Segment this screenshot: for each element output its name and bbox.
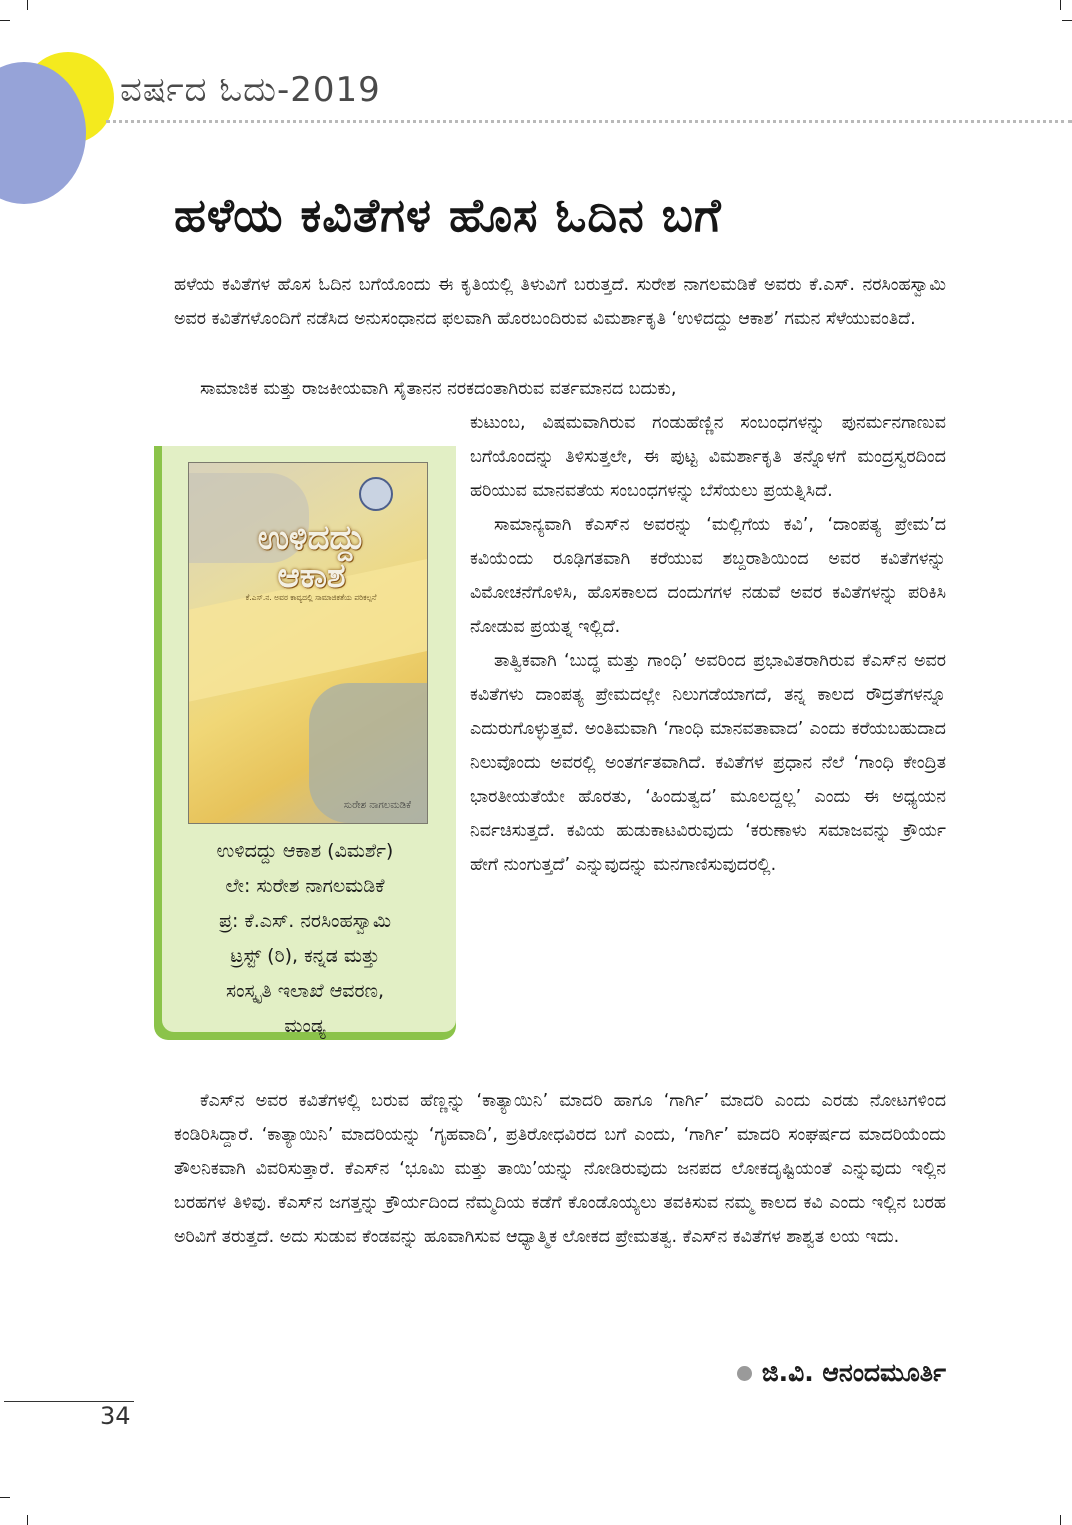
header-dotted-rule: [106, 120, 1072, 123]
crop-mark: [0, 1497, 10, 1498]
cover-title-line1: ಉಳಿದದ್ದು: [257, 518, 366, 558]
publisher-emblem-icon: [359, 477, 393, 511]
caption-line: ಪ್ರ: ಕೆ.ಎಸ್. ನರಸಿಂಹಸ್ವಾಮಿ: [219, 910, 391, 932]
crop-mark: [27, 1515, 28, 1525]
crop-mark: [27, 0, 28, 10]
paragraph-third: ಸಾಮಾನ್ಯವಾಗಿ ಕೆಎಸ್‌ನ ಅವರನ್ನು ‘ಮಲ್ಲಿಗೆಯ ಕವಿ’, ‘ದಾಂಪತ್ಯ ಪ್ರೇಮ’ದ ಕವಿಯೆಂದು ರೂಢಿಗತವಾಗಿ ಕರೆಯುವ ಶಬ್ದರಾಶಿಯಿಂದ ಅವರ ಕವಿತೆಗಳನ್ನು ವಿಮೋಚನೆಗೊಳಿಸಿ, ಹೊಸಕಾಲದ ದಂದುಗಗಳ ನಡುವೆ ಅವರ ಕವಿತೆಗಳನ್ನು ಪರಿಕಿಸಿ ನೋಡುವ ಪ್ರಯತ್ನ ಇಲ್ಲಿದೆ.: [470, 515, 946, 637]
page-number: 34: [100, 1402, 131, 1430]
crop-mark: [1062, 20, 1072, 21]
cover-title-line2: ಆಕಾಶ: [277, 556, 346, 596]
article-title: ಹಳೆಯ ಕವಿತೆಗಳ ಹೊಸ ಓದಿನ ಬಗೆ: [174, 188, 722, 242]
book-cover-image: [188, 462, 428, 824]
right-text-column: [470, 406, 946, 882]
cover-title: [209, 519, 414, 595]
series-title: ವರ್ಷದ ಓದು-2019: [120, 70, 381, 110]
paragraph-intro: ಹಳೆಯ ಕವಿತೆಗಳ ಹೊಸ ಓದಿನ ಬಗೆಯೊಂದು ಈ ಕೃತಿಯಲ್ಲಿ ತಿಳುವಿಗೆ ಬರುತ್ತದೆ. ಸುರೇಶ ನಾಗಲಮಡಿಕೆ ಅವರು ಕೆ.ಎಸ್. ನರಸಿಂಹಸ್ವಾಮಿ ಅವರ ಕವಿತೆಗಳೊಂದಿಗೆ ನಡೆಸಿದ ಅನುಸಂಧಾನದ ಫಲವಾಗಿ ಹೊರಬಂದಿರುವ ವಿಮರ್ಶಾಕೃತಿ ‘ಉಳಿದದ್ದು ಆಕಾಶ’ ಗಮನ ಸೆಳೆಯುವಂತಿದೆ.: [174, 275, 946, 329]
cover-subtitle: ಕೆ.ಎಸ್.ನ. ಅವರ ಕಾವ್ಯದಲ್ಲಿ ಸಾಮಾಜಿಕತೆಯ ಪರಿಕಲ್ಪನೆ: [245, 593, 377, 602]
crop-mark: [1060, 0, 1061, 10]
caption-line: ಉಳಿದದ್ದು ಆಕಾಶ (ವಿಮರ್ಶೆ): [216, 840, 394, 862]
article-author: [737, 1358, 946, 1388]
book-caption: [170, 834, 440, 1044]
paragraph-fifth: ಕೆಎಸ್‌ನ ಅವರ ಕವಿತೆಗಳಲ್ಲಿ ಬರುವ ಹೆಣ್ಣನ್ನು ‘ಕಾತ್ಯಾಯಿನಿ’ ಮಾದರಿ ಹಾಗೂ ‘ಗಾರ್ಗಿ’ ಮಾದರಿ ಎಂದು ಎರಡು ನೋಟಗಳಿಂದ ಕಂಡಿರಿಸಿದ್ದಾರೆ. ‘ಕಾತ್ಯಾಯಿನಿ’ ಮಾದರಿಯನ್ನು ‘ಗೃಹವಾದಿ’, ಪ್ರತಿರೋಧವಿರದ ಬಗೆ ಎಂದು, ‘ಗಾರ್ಗಿ’ ಮಾದರಿ ಸಂಘರ್ಷದ ಮಾದರಿಯೆಂದು ತೌಲನಿಕವಾಗಿ ವಿವರಿಸುತ್ತಾರೆ. ಕೆಎಸ್‌ನ ‘ಭೂಮಿ ಮತ್ತು ತಾಯಿ’ಯನ್ನು ನೋಡಿರುವುದು ಜನಪದ ಲೋಕದೃಷ್ಟಿಯಂತೆ ಎನ್ನುವುದು ಇಲ್ಲಿನ ಬರಹಗಳ ತಿಳಿವು. ಕೆಎಸ್‌ನ ಜಗತ್ತನ್ನು ಕ್ರೌರ್ಯದಿಂದ ನೆಮ್ಮದಿಯ ಕಡೆಗೆ ಕೊಂಡೊಯ್ಯಲು ತವಕಿಸುವ ನಮ್ಮ ಕಾಲದ ಕವಿ ಎಂದು ಇಲ್ಲಿನ ಬರಹ ಅರಿವಿಗೆ ತರುತ್ತದೆ. ಅದು ಸುಡುವ ಕೆಂಡವನ್ನು ಹೂವಾಗಿಸುವ ಆಧ್ಯಾತ್ಮಿಕ ಲೋಕದ ಪ್ರೇಮತತ್ವ. ಕೆಎಸ್‌ನ ಕವಿತೆಗಳ ಶಾಶ್ವತ ಲಯ ಇದು.: [174, 1091, 946, 1247]
cover-author: ಸುರೇಶ ನಾಗಲಮಡಿಕೆ: [343, 800, 411, 811]
crop-mark: [1060, 1515, 1061, 1525]
bullet-dot-icon: [737, 1366, 752, 1381]
crop-mark: [0, 20, 10, 21]
caption-line: ಲೇ: ಸುರೇಶ ನಾಗಲಮಡಿಕೆ: [225, 875, 385, 897]
caption-line: ಮಂಡ್ಯ: [284, 1015, 326, 1037]
paragraph-second-start: ಸಾಮಾಜಿಕ ಮತ್ತು ರಾಜಕೀಯವಾಗಿ ಸೈತಾನನ ನರಕದಂತಾಗಿರುವ ವರ್ತಮಾನದ ಬದುಕು,: [200, 379, 677, 399]
caption-line: ಸಂಸ್ಕೃತಿ ಇಲಾಖೆ ಆವರಣ,: [225, 980, 385, 1002]
caption-line: ಟ್ರಸ್ಟ್ (ರಿ), ಕನ್ನಡ ಮತ್ತು: [230, 945, 380, 967]
paragraph-second-continued: ಕುಟುಂಬ, ವಿಷಮವಾಗಿರುವ ಗಂಡುಹೆಣ್ಣಿನ ಸಂಬಂಧಗಳನ್ನು ಪುನರ್ಮನಗಾಣುವ ಬಗೆಯೊಂದನ್ನು ತಿಳಿಸುತ್ತಲೇ, ಈ ಪುಟ್ಟ ವಿಮರ್ಶಾಕೃತಿ ತನ್ನೊಳಗೆ ಮಂದ್ರಸ್ವರದಿಂದ ಹರಿಯುವ ಮಾನವತೆಯ ಸಂಬಂಧಗಳನ್ನು ಬೆಸೆಯಲು ಪ್ರಯತ್ನಿಸಿದೆ.: [470, 413, 946, 501]
paragraph-fourth: ತಾತ್ವಿಕವಾಗಿ ‘ಬುದ್ಧ ಮತ್ತು ಗಾಂಧಿ’ ಅವರಿಂದ ಪ್ರಭಾವಿತರಾಗಿರುವ ಕೆಎಸ್‌ನ ಅವರ ಕವಿತೆಗಳು ದಾಂಪತ್ಯ ಪ್ರೇಮದಲ್ಲೇ ನಿಲುಗಡೆಯಾಗದೆ, ತನ್ನ ಕಾಲದ ರೌದ್ರತೆಗಳನ್ನೂ ಎದುರುಗೊಳ್ಳುತ್ತವೆ. ಅಂತಿಮವಾಗಿ ‘ಗಾಂಧಿ ಮಾನವತಾವಾದ’ ಎಂದು ಕರೆಯಬಹುದಾದ ನಿಲುವೊಂದು ಅವರಲ್ಲಿ ಅಂತರ್ಗತವಾಗಿದೆ. ಕವಿತೆಗಳ ಪ್ರಧಾನ ನೆಲೆ ‘ಗಾಂಧಿ ಕೇಂದ್ರಿತ ಭಾರತೀಯತೆಯೇ ಹೊರತು, ‘ಹಿಂದುತ್ವದ’ ಮೂಲದ್ದಲ್ಲ’ ಎಂದು ಈ ಅಧ್ಯಯನ ನಿರ್ವಚಿಸುತ್ತದೆ. ಕವಿಯ ಹುಡುಕಾಟವಿರುವುದು ‘ಕರುಣಾಳು ಸಮಾಜವನ್ನು ಕ್ರೌರ್ಯ ಹೇಗೆ ನುಂಗುತ್ತದೆ’ ಎನ್ನುವುದನ್ನು ಮನಗಾಣಿಸುವುದರಲ್ಲಿ.: [470, 651, 946, 875]
author-name: ಜಿ.ವಿ. ಆನಂದಮೂರ್ತಿ: [761, 1358, 946, 1387]
